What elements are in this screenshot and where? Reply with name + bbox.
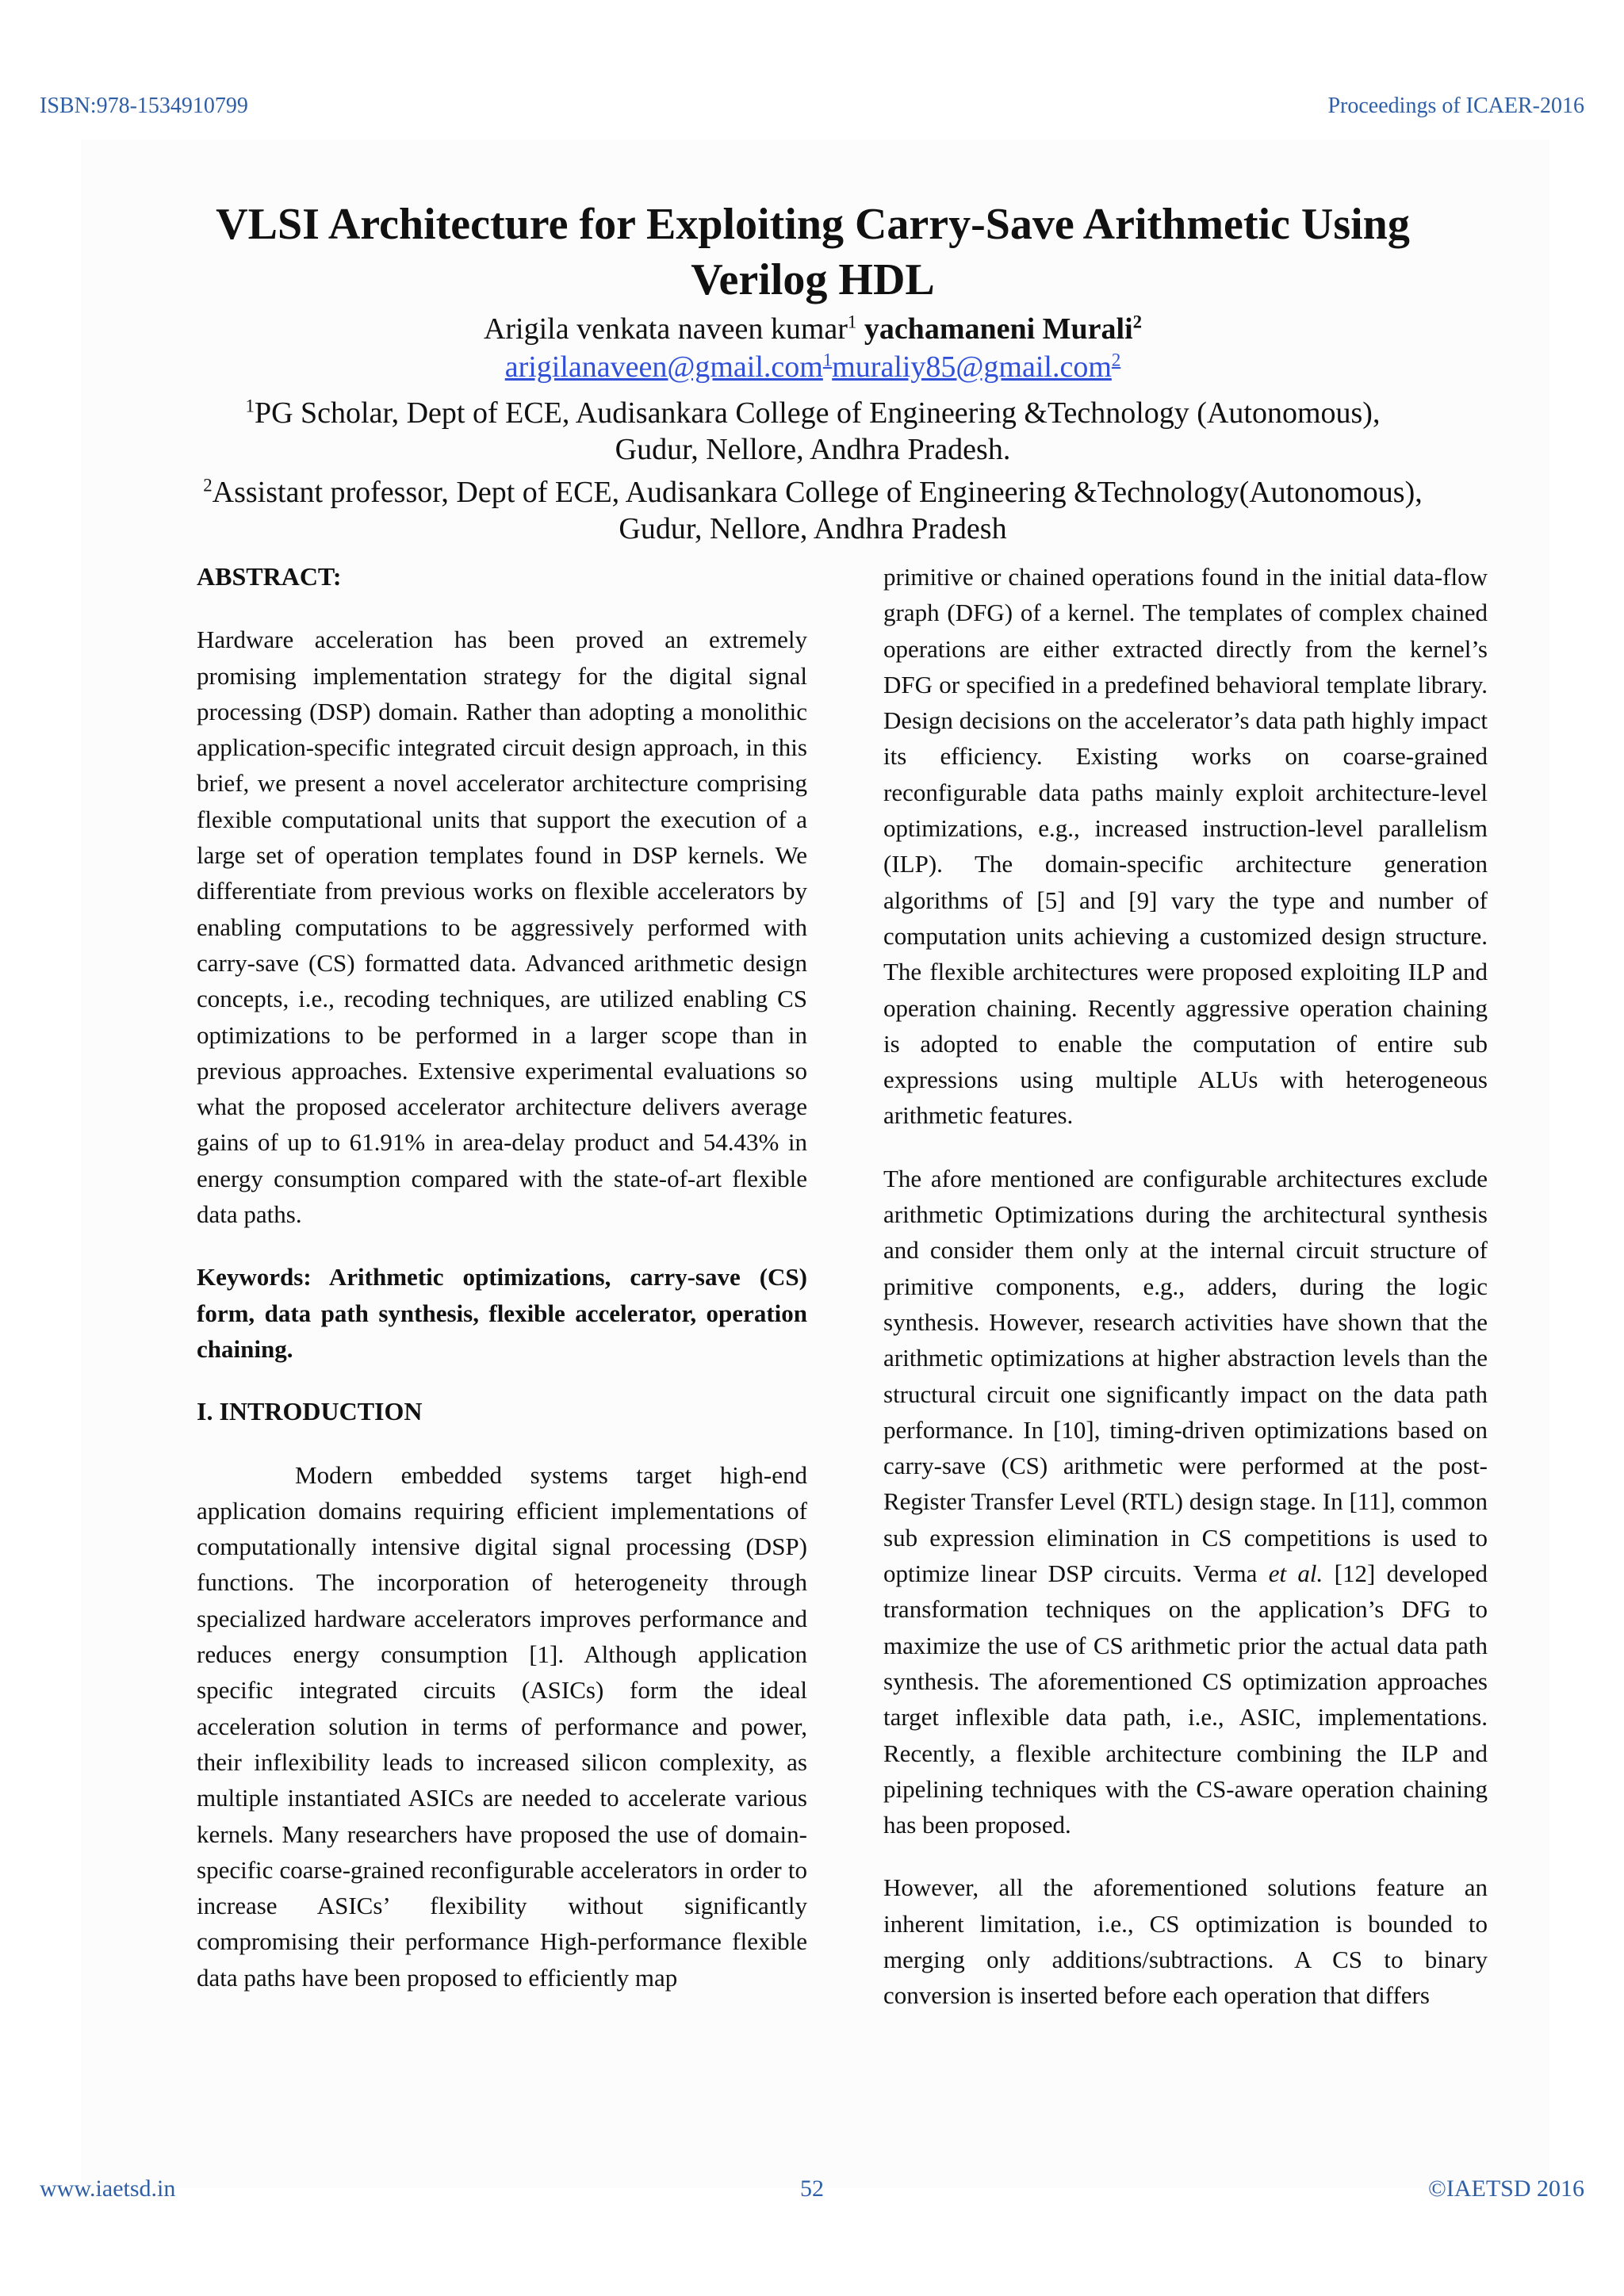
affiliation-1-line-2: Gudur, Nellore, Andhra Pradesh. xyxy=(615,433,1011,466)
introduction-heading: I. INTRODUCTION xyxy=(197,1397,423,1426)
affiliation-1-sup: 1 xyxy=(245,396,255,416)
footer-copyright: ©IAETSD 2016 xyxy=(1428,2175,1584,2202)
affiliation-2-line-1: Assistant professor, Dept of ECE, Audisankara College of Engineering &Technology(Autonomous), xyxy=(212,476,1423,509)
et-al-italic: et al. xyxy=(1268,1559,1323,1588)
right-paragraph-1: primitive or chained operations found in the initial data-flow graph (DFG) of a kernel. The templates of complex chained operations are either extracted directly from the kernel’s DFG or specified in a predefined behavioral template library. Design decisions on the accelerator’s data path highly impact its efficiency. Existing works on coarse-grained reconfigurable data paths mainly exploit architecture-level optimizations, e.g., increased instruction-level parallelism (ILP). The domain-specific architecture generation algorithms of [5] and [9] vary the type and number of computation units achieving a customized design structure. The flexible architectures were proposed exploiting ILP and operation chaining. Recently aggressive operation chaining is adopted to enable the computation of entire sub expressions using multiple ALUs with heterogeneous arithmetic features. xyxy=(883,563,1488,1130)
affiliation-2-sup: 2 xyxy=(203,475,213,496)
affiliation-1-line-1: PG Scholar, Dept of ECE, Audisankara College of Engineering &Technology (Autonomous), xyxy=(254,396,1381,430)
right-paragraph-2-part-1: The afore mentioned are configurable architectures exclude arithmetic Optimizations during the architectural synthesis and consider them only at the internal circuit structure of primitive components, e.g., adders, during the logic synthesis. However, research activities have shown that the arithmetic optimizations at higher abstraction levels than the structural circuit one significantly impact on the data path performance. In [10], timing-driven optimizations based on carry-save (CS) arithmetic were performed at the post-Register Transfer Level (RTL) design stage. In [11], common sub expression elimination in CS competitions is used to optimize linear DSP circuits. Verma xyxy=(883,1164,1488,1588)
introduction-text: Modern embedded systems target high-end application domains requiring efficient implementations of computationally intensive digital signal processing (DSP) functions. The incorporation of heterogeneity through specialized hardware accelerators improves performance and reduces energy consumption [1]. Although application specific integrated circuits (ASICs) form the ideal acceleration solution in terms of performance and power, their inflexibility leads to increased silicon complexity, as multiple instantiated ASICs are needed to accelerate various kernels. Many researchers have proposed the use of domain-specific coarse-grained reconfigurable accelerators in order to increase ASICs’ flexibility without significantly compromising their performance High-performance flexible data paths have been proposed to efficiently map xyxy=(197,1460,807,1992)
email-2-sup: 2 xyxy=(1111,350,1121,370)
author-1-sup: 1 xyxy=(847,312,857,332)
left-column xyxy=(197,559,807,1996)
author-2-name: yachamaneni Murali xyxy=(864,312,1133,346)
paper-title: VLSI Architecture for Exploiting Carry-Save Arithmetic Using Verilog HDL xyxy=(216,200,1410,304)
email-link-1[interactable]: arigilanaveen@gmail.com xyxy=(504,350,823,384)
right-paragraph-2 xyxy=(883,1161,1488,1843)
email-line xyxy=(159,349,1467,385)
keywords-text: Keywords: Arithmetic optimizations, carry-save (CS) form, data path synthesis, flexible accelerator, operation chaining. xyxy=(197,1263,807,1363)
affiliation-2 xyxy=(159,474,1467,547)
header-isbn: ISBN:978-1534910799 xyxy=(40,94,248,118)
author-line xyxy=(159,311,1467,347)
email-link-2[interactable]: muraliy85@gmail.com xyxy=(832,350,1112,384)
abstract-heading: ABSTRACT: xyxy=(197,562,342,591)
header-proceedings: Proceedings of ICAER-2016 xyxy=(1327,94,1584,118)
author-2-sup: 2 xyxy=(1132,312,1143,332)
affiliation-2-line-2: Gudur, Nellore, Andhra Pradesh xyxy=(619,512,1007,545)
right-paragraph-2-part-2: [12] developed transformation techniques on the application’s DFG to maximize the use of CS arithmetic prior the actual data path synthesis. The aforementioned CS optimization approaches target inflexible data path, i.e., ASIC, implementations. Recently, a flexible architecture combining the ILP and pipelining techniques with the CS-aware operation chaining has been proposed. xyxy=(883,1559,1488,1839)
author-1-name: Arigila venkata naveen kumar xyxy=(483,312,848,346)
right-paragraph-3: However, all the aforementioned solutions feature an inherent limitation, i.e., CS optimization is bounded to merging only additions/subtractions. A CS to binary conversion is inserted before each operation that differs xyxy=(883,1873,1488,2010)
footer-website: www.iaetsd.in xyxy=(40,2175,176,2202)
affiliation-1 xyxy=(159,395,1467,468)
email-1-sup: 1 xyxy=(822,350,833,370)
footer-page-number: 52 xyxy=(800,2175,824,2202)
abstract-text: Hardware acceleration has been proved an extremely promising implementation strategy for the digital signal processing (DSP) domain. Rather than adopting a monolithic application-specific integrated circuit design approach, in this brief, we present a novel accelerator architecture comprising flexible computational units that support the execution of a large set of operation templates found in DSP kernels. We differentiate from previous works on flexible accelerators by enabling computations to be aggressively performed with carry-save (CS) formatted data. Advanced arithmetic design concepts, i.e., recoding techniques, are utilized enabling CS optimizations to be performed in a larger scope than in previous approaches. Extensive experimental evaluations so what the proposed accelerator architecture delivers average gains of up to 61.91% in area-delay product and 54.43% in energy consumption compared with the state-of-art flexible data paths. xyxy=(197,626,807,1229)
right-column xyxy=(883,559,1488,2014)
